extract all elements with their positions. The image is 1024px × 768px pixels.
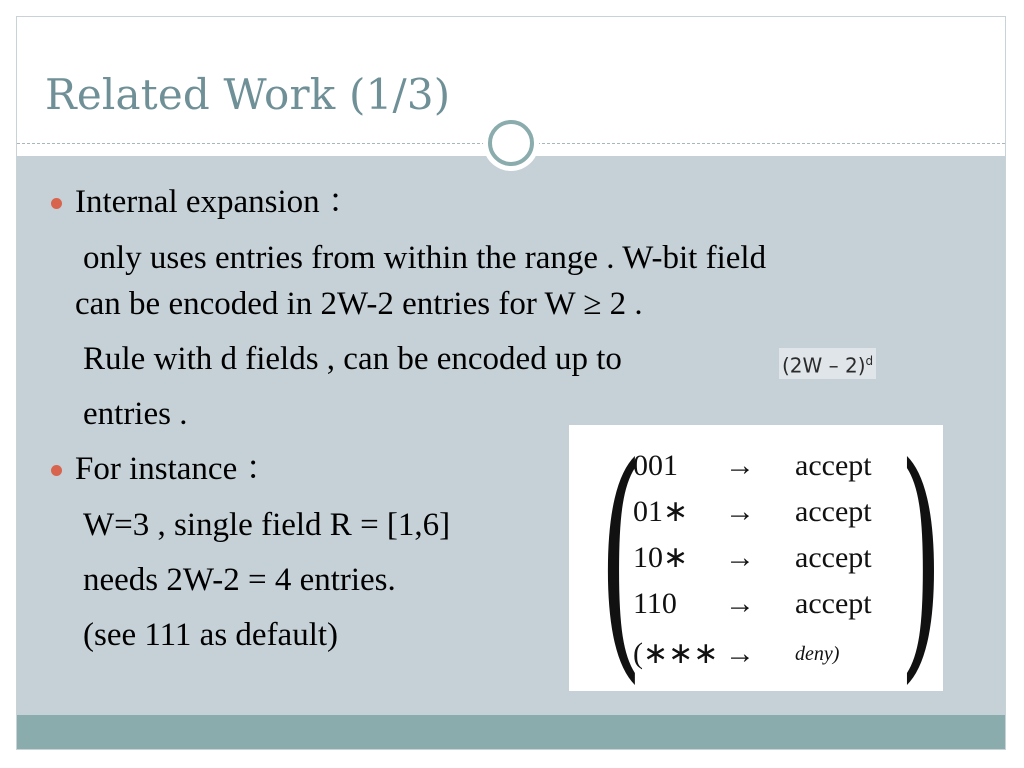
matrix-pattern: 10∗ <box>633 541 689 574</box>
matrix-pattern: 01∗ <box>633 495 689 528</box>
right-paren: ) <box>899 414 943 705</box>
matrix-pattern: 110 <box>633 587 677 620</box>
matrix-action: accept <box>795 541 872 574</box>
matrix-action: accept <box>795 495 872 528</box>
divider-ring-inner <box>488 120 534 166</box>
bullet-heading-internal-expansion: Internal expansion ： <box>75 184 361 220</box>
matrix-action: accept <box>795 587 872 620</box>
arrow-icon: → <box>725 495 755 528</box>
slide <box>16 16 1006 750</box>
arrow-icon: → <box>725 587 755 620</box>
arrow-icon: → <box>725 449 755 482</box>
left-paren: ( <box>599 414 643 705</box>
divider-ring-icon <box>483 115 539 171</box>
bullet-icon <box>51 465 62 476</box>
bullet-line: can be encoded in 2W-2 entries for W ≥ 2 . <box>75 286 643 322</box>
slide-title: Related Work (1/3) <box>45 70 451 119</box>
formula-base: (2W – 2) <box>782 353 866 378</box>
matrix-action: accept <box>795 449 872 482</box>
arrow-icon: → <box>725 637 755 670</box>
bullet-line: only uses entries from within the range . W-bit field <box>83 240 767 276</box>
bullet-heading-for-instance: For instance ： <box>75 451 279 487</box>
formula-exponent: d <box>865 354 874 368</box>
rule-matrix-image <box>569 414 943 705</box>
bullet-icon <box>51 198 62 209</box>
formula-image <box>779 348 876 379</box>
matrix-action: deny) <box>795 643 840 665</box>
arrow-icon: → <box>725 541 755 574</box>
bullet-line: entries . <box>83 396 188 432</box>
bullet-line: Rule with d fields , can be encoded up to <box>83 341 622 377</box>
bullet-line: W=3 , single field R = [1,6] <box>83 507 451 543</box>
bullet-line: needs 2W-2 = 4 entries. <box>83 562 396 598</box>
bullet-line: (see 111 as default) <box>83 617 339 653</box>
matrix-pattern: (∗∗∗ <box>633 637 719 670</box>
footer-bar <box>17 715 1005 749</box>
matrix-pattern: 001 <box>633 449 678 482</box>
